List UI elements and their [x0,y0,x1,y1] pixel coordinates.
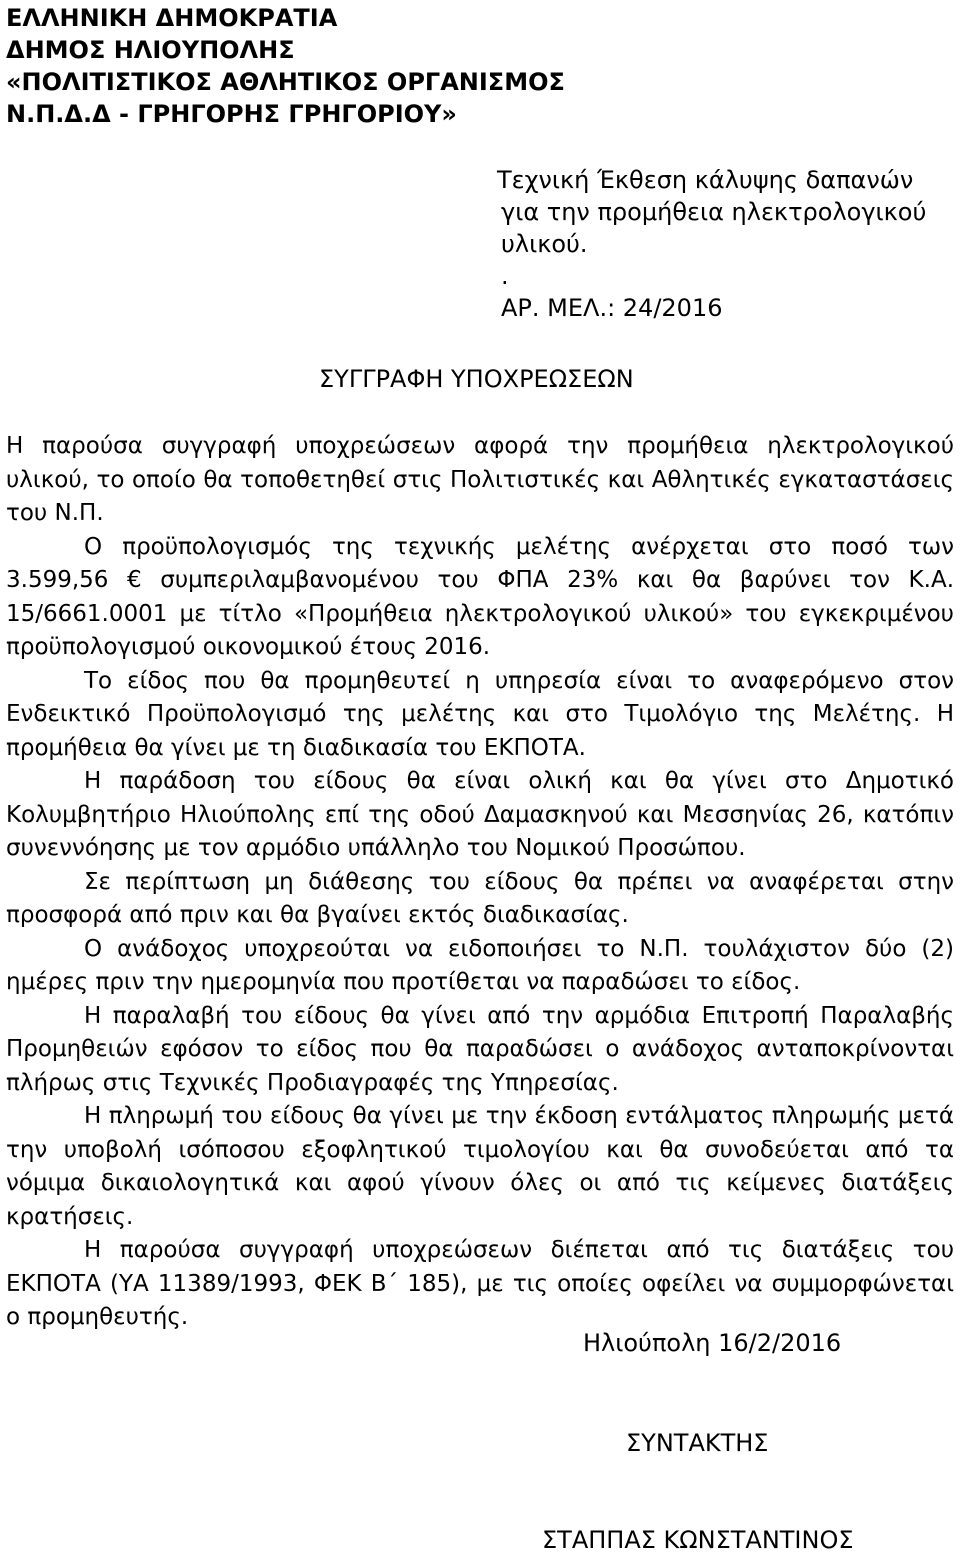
signature-name: ΣΤΑΠΠΑΣ ΚΩΝΣΤΑΝΤΙΝΟΣ [542,1526,854,1554]
subject-line-3: υλικού. [501,230,588,258]
signature-role: ΣΥΝΤΑΚΤΗΣ [626,1429,769,1457]
subject-line-1: Τεχνική Έκθεση κάλυψης δαπανών [497,166,914,194]
paragraph-delivery: Η παράδοση του είδους θα είναι ολική και θα γίνει στο Δημοτικό Κολυμβητήριο Ηλιούπολης επί της οδού Δαμασκηνού και Μεσσηνίας 26, κατόπιν συνεννόησης με τον αρμόδιο υπάλληλο του Νομικού Προσώπου. [6,768,954,861]
paragraph-scope: Η παρούσα συγγραφή υποχρεώσεων αφορά την προμήθεια ηλεκτρολογικού υλικού, το οποίο θα τοποθετηθεί στις Πολιτιστικές και Αθλητικές εγκαταστάσεις του Ν.Π. [6,433,954,526]
subject-line-2: για την προμήθεια ηλεκτρολογικού [501,198,927,226]
paragraph-payment: Η πληρωμή του είδους θα γίνει με την έκδοση εντάλματος πληρωμής μετά την υποβολή ισόποσου εξοφλητικού τιμολογίου και θα συνοδεύεται από τα νόμιμα δικαιολογητικά και αφού γίνουν όλες οι από τις κείμενες διατάξεις κρατήσεις. [6,1103,954,1230]
letterhead-line-organization: «ΠΟΛΙΤΙΣΤΙΚΟΣ ΑΘΛΗΤΙΚΟΣ ΟΡΓΑΝΙΣΜΟΣ [6,68,565,96]
signature-place-date: Ηλιούπολη 16/2/2016 [583,1329,842,1357]
paragraph-item: Το είδος που θα προμηθευτεί η υπηρεσία είναι το αναφερόμενο στον Ενδεικτικό Προϋπολογισμό της μελέτης και στο Τιμολόγιο της Μελέτης. Η προμήθεια θα γίνει με τη διαδικασία του ΕΚΠΟΤΑ. [6,667,954,761]
letterhead-line-entity: Ν.Π.Δ.Δ - ΓΡΗΓΟΡΗΣ ΓΡΗΓΟΡΙΟΥ» [6,100,457,128]
subject-line-4: . [501,262,509,290]
paragraph-acceptance: Η παραλαβή του είδους θα γίνει από την αρμόδια Επιτροπή Παραλαβής Προμηθειών εφόσον το είδος που θα παραδώσει ο ανάδοχος ανταποκρίνονται πλήρως στις Τεχνικές Προδιαγραφές της Υπηρεσίας. [6,1002,954,1096]
paragraph-budget: Ο προϋπολογισμός της τεχνικής μελέτης ανέρχεται στο ποσό των 3.599,56 € συμπεριλαμβανομένου του ΦΠΑ 23% και θα βαρύνει τον Κ.Α. 15/6661.0001 με τίτλο «Προμήθεια ηλεκτρολογικού υλικού» του εγκεκριμένου προϋπολογισμού οικονομικού έτους 2016. [6,533,954,660]
letterhead [6,2,565,130]
paragraph-availability: Σε περίπτωση μη διάθεσης του είδους θα πρέπει να αναφέρεται στην προσφορά από πριν και θα βγαίνει εκτός διαδικασίας. [6,868,954,928]
paragraph-legal-basis: Η παρούσα συγγραφή υποχρεώσεων διέπεται από τις διατάξεις του ΕΚΠΟΤΑ (ΥΑ 11389/1993, ΦΕΚ Β΄ 185), με τις οποίες οφείλει να συμμορφώνεται ο προμηθευτής. [6,1237,954,1330]
reference-number: ΑΡ. ΜΕΛ.: 24/2016 [501,294,723,322]
paragraph-notice: Ο ανάδοχος υποχρεούται να ειδοποιήσει το Ν.Π. τουλάχιστον δύο (2) ημέρες πριν την ημερομηνία που προτίθεται να παραδώσει το είδος. [6,935,954,995]
letterhead-line-municipality: ΔΗΜΟΣ ΗΛΙΟΥΠΟΛΗΣ [6,36,295,64]
subject-block [497,164,926,324]
document-body [6,430,954,1335]
letterhead-line-country: ΕΛΛΗΝΙΚΗ ΔΗΜΟΚΡΑΤΙΑ [6,4,338,32]
section-title: ΣΥΓΓΡΑΦΗ ΥΠΟΧΡΕΩΣΕΩΝ [319,365,634,393]
